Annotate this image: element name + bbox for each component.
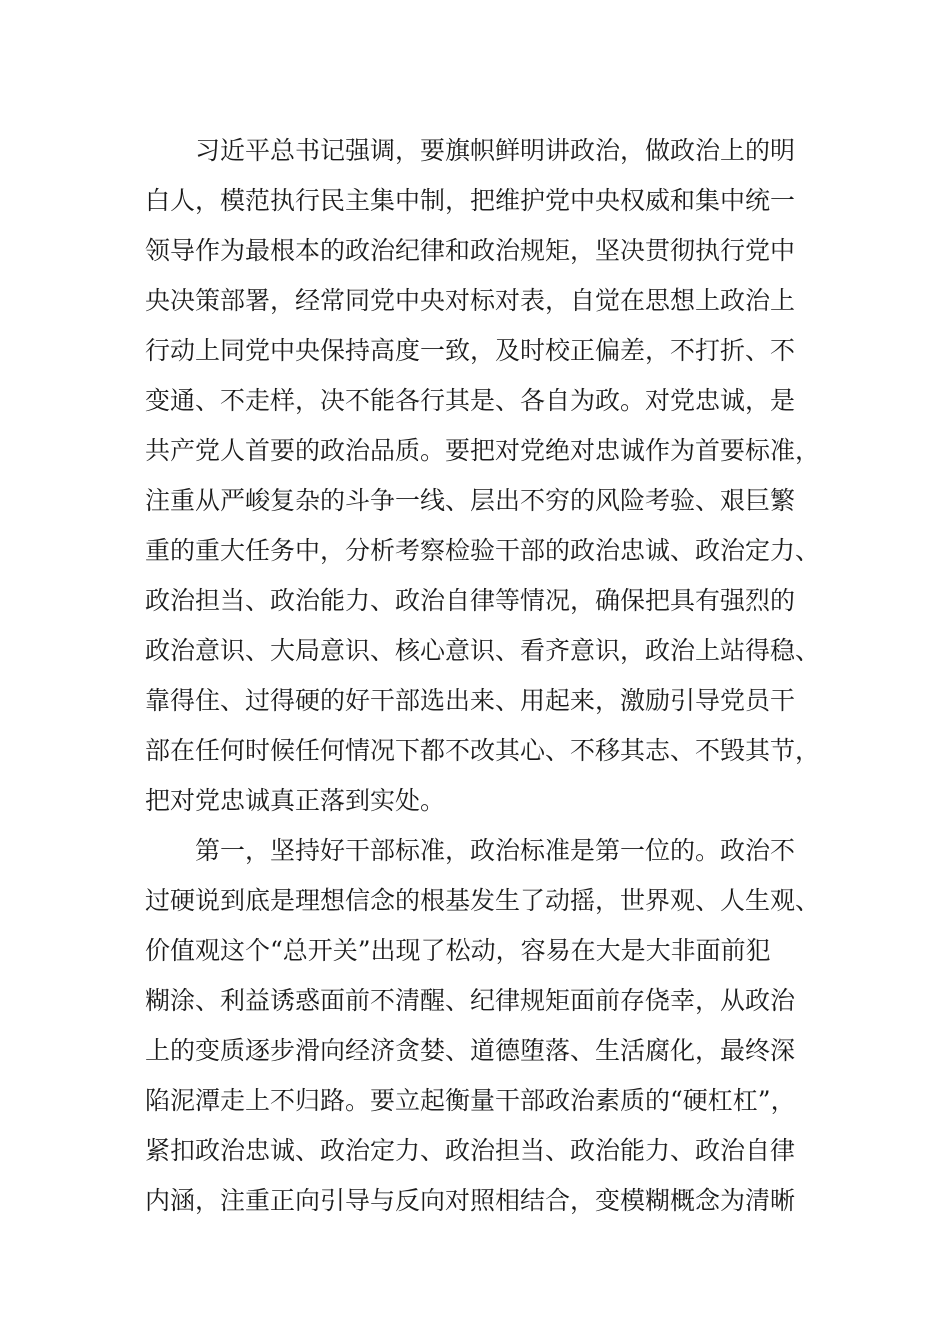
paragraph-line: 把对党忠诚真正落到实处。 [145, 786, 446, 815]
paragraph-line: 重的重大任务中，分析考察检验干部的政治忠诚、政治定力、 [145, 536, 821, 565]
paragraph-line: 部在任何时候任何情况下都不改其心、不移其志、不毁其节， [145, 736, 821, 765]
paragraph-line: 政治意识、大局意识、核心意识、看齐意识，政治上站得稳、 [145, 636, 821, 665]
paragraph-1 [145, 126, 821, 826]
paragraph-line: 变通、不走样，决不能各行其是、各自为政。对党忠诚，是 [145, 386, 796, 415]
paragraph-line: 紧扣政治忠诚、政治定力、政治担当、政治能力、政治自律 [145, 1136, 796, 1165]
document-body [145, 126, 821, 1226]
paragraph-line: 注重从严峻复杂的斗争一线、层出不穷的风险考验、艰巨繁 [145, 486, 796, 515]
paragraph-line: 央决策部署，经常同党中央对标对表，自觉在思想上政治上 [145, 286, 796, 315]
paragraph-line: 习近平总书记强调，要旗帜鲜明讲政治，做政治上的明 [195, 136, 796, 165]
paragraph-line: 内涵，注重正向引导与反向对照相结合，变模糊概念为清晰 [145, 1186, 796, 1215]
paragraph-line: 白人，模范执行民主集中制，把维护党中央权威和集中统一 [145, 186, 796, 215]
paragraph-line: 价值观这个“总开关”出现了松动，容易在大是大非面前犯 [145, 936, 771, 965]
paragraph-line: 上的变质逐步滑向经济贪婪、道德堕落、生活腐化，最终深 [145, 1036, 796, 1065]
paragraph-line: 领导作为最根本的政治纪律和政治规矩，坚决贯彻执行党中 [145, 236, 796, 265]
paragraph-line: 陷泥潭走上不归路。要立起衡量干部政治素质的“硬杠杠”， [145, 1086, 796, 1115]
paragraph-line: 靠得住、过得硬的好干部选出来、用起来，激励引导党员干 [145, 686, 796, 715]
paragraph-line: 糊涂、利益诱惑面前不清醒、纪律规矩面前存侥幸，从政治 [145, 986, 796, 1015]
paragraph-line: 第一，坚持好干部标准，政治标准是第一位的。政治不 [195, 836, 796, 865]
paragraph-line: 共产党人首要的政治品质。要把对党绝对忠诚作为首要标准， [145, 436, 821, 465]
paragraph-line: 行动上同党中央保持高度一致，及时校正偏差，不打折、不 [145, 336, 796, 365]
paragraph-2 [145, 826, 821, 1226]
paragraph-line: 政治担当、政治能力、政治自律等情况，确保把具有强烈的 [145, 586, 796, 615]
paragraph-line: 过硬说到底是理想信念的根基发生了动摇，世界观、人生观、 [145, 886, 821, 915]
